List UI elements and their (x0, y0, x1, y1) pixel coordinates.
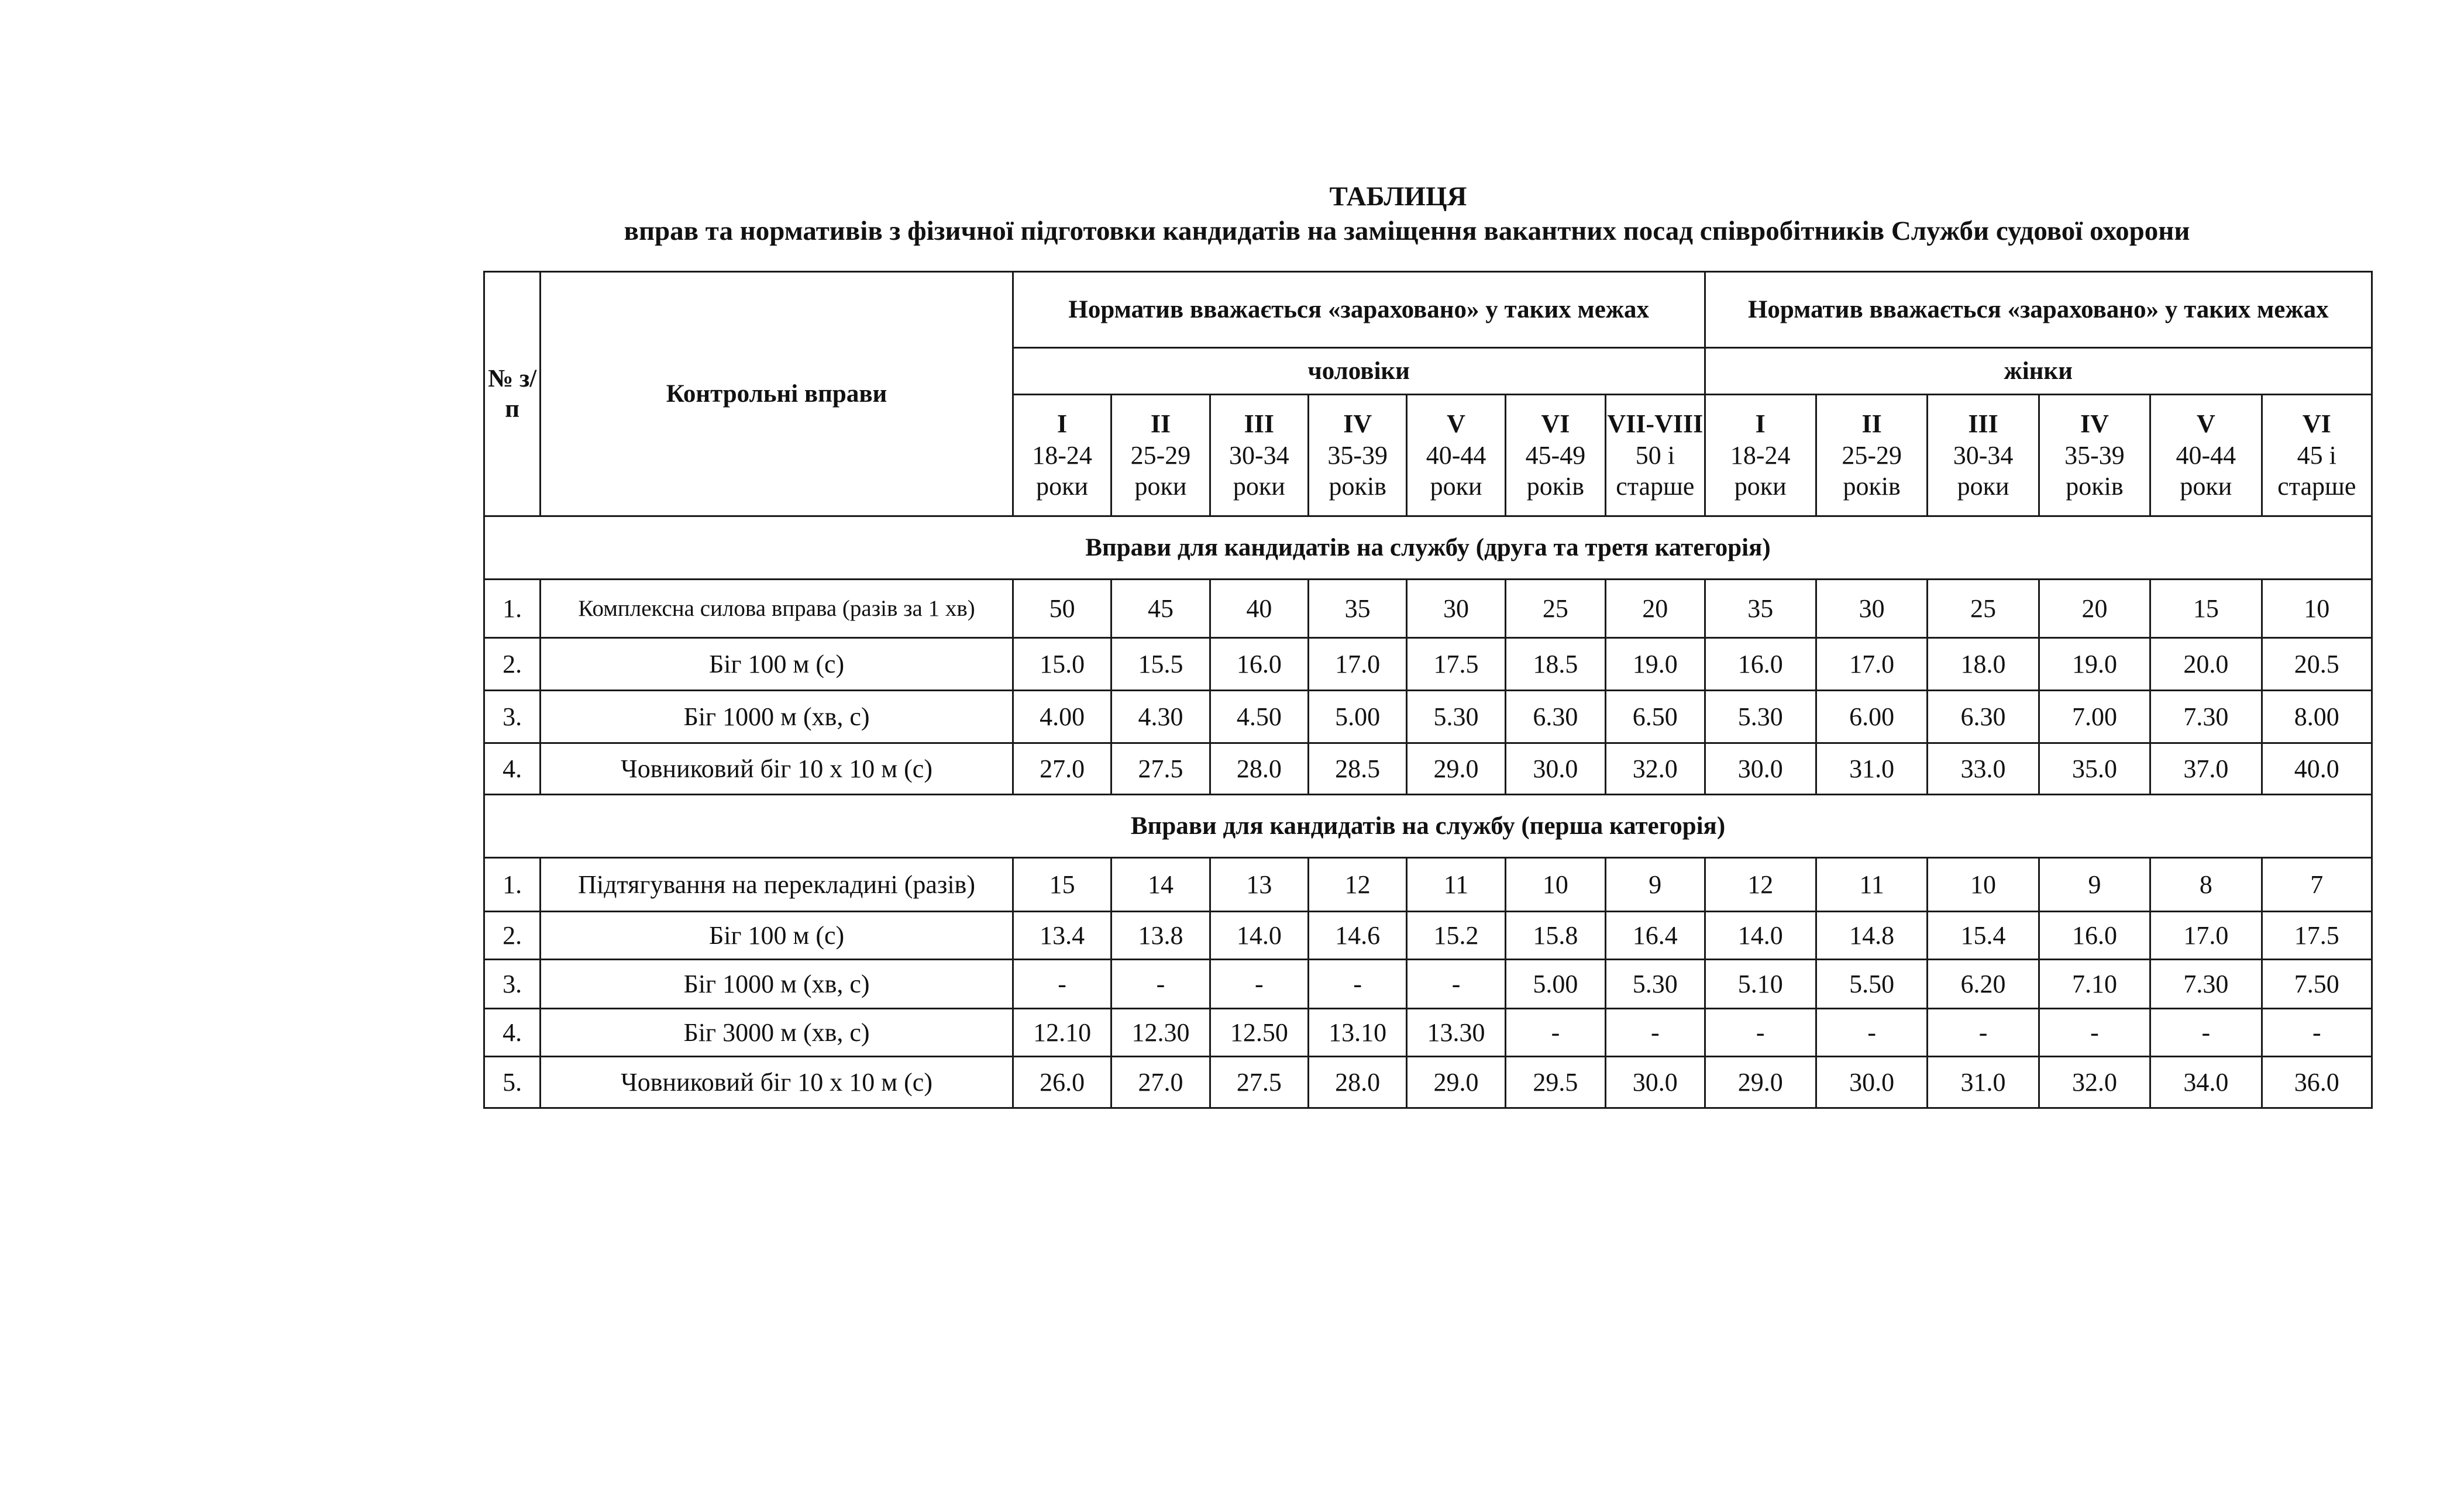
standard-value: 20.5 (2262, 638, 2372, 691)
standard-value: 14.0 (1705, 912, 1816, 960)
standard-value: 6.50 (1606, 691, 1705, 743)
standard-value: - (1606, 1009, 1705, 1057)
group-header-men: Норматив вважається «зараховано» у таких межах (1013, 272, 1705, 348)
standard-value: 15.2 (1407, 912, 1505, 960)
standard-value: 8.00 (2262, 691, 2372, 743)
standard-value: 4.50 (1210, 691, 1308, 743)
standard-value: 45 (1111, 580, 1210, 638)
age-group-range: 30-34 (1228, 440, 1289, 470)
exercise-name: Підтягування на перекладині (разів) (541, 858, 1013, 912)
standard-value: 11 (1816, 858, 1927, 912)
age-group-range: 45-49 (1525, 440, 1586, 470)
age-group-group: V (2196, 409, 2215, 438)
age-group-unit: роки (1036, 472, 1089, 501)
standard-value: 5.30 (1705, 691, 1816, 743)
section-title: Вправи для кандидатів на службу (перша категорія) (484, 795, 2372, 858)
standard-value: 7 (2262, 858, 2372, 912)
age-group-group: VII-VIII (1607, 409, 1704, 438)
age-group-group: V (1447, 409, 1465, 438)
standard-value: 28.5 (1309, 743, 1407, 795)
table-row (484, 960, 2372, 1009)
standard-value: - (2262, 1009, 2372, 1057)
age-group-header-women (2150, 395, 2262, 516)
row-number: 2. (484, 912, 541, 960)
exercise-name: Біг 1000 м (хв, с) (541, 691, 1013, 743)
column-header-exercise: Контрольні вправи (541, 272, 1013, 516)
standard-value: 28.0 (1210, 743, 1308, 795)
standard-value: 35.0 (2039, 743, 2150, 795)
table-row (484, 743, 2372, 795)
standard-value: 14.6 (1309, 912, 1407, 960)
standard-value: 28.0 (1309, 1057, 1407, 1108)
standard-value: 13.8 (1111, 912, 1210, 960)
standard-value: 4.30 (1111, 691, 1210, 743)
standard-value: 30.0 (1606, 1057, 1705, 1108)
standard-value: 10 (1505, 858, 1605, 912)
standard-value: 12.30 (1111, 1009, 1210, 1057)
standard-value: 14.8 (1816, 912, 1927, 960)
standard-value: 26.0 (1013, 1057, 1111, 1108)
age-group-range: 18-24 (1032, 440, 1092, 470)
row-number: 3. (484, 691, 541, 743)
age-group-range: 50 і (1635, 440, 1675, 470)
section-title: Вправи для кандидатів на службу (друга та третя категорія) (484, 516, 2372, 580)
standard-value: 20 (1606, 580, 1705, 638)
table-row (484, 912, 2372, 960)
standard-value: 14 (1111, 858, 1210, 912)
age-group-range: 25-29 (1842, 440, 1902, 470)
standard-value: 6.30 (1928, 691, 2039, 743)
sex-header-women: жінки (1705, 348, 2372, 395)
standard-value: 4.00 (1013, 691, 1111, 743)
age-group-header-men (1505, 395, 1605, 516)
age-group-header-women (2262, 395, 2372, 516)
standard-value: 30.0 (1816, 1057, 1927, 1108)
standard-value: 17.0 (2150, 912, 2262, 960)
standard-value: - (1013, 960, 1111, 1009)
age-group-range: 35-39 (2064, 440, 2125, 470)
age-group-unit: років (1843, 472, 1901, 501)
standard-value: - (2039, 1009, 2150, 1057)
document-subtitle: вправ та нормативів з фізичної підготовки кандидатів на заміщення вакантних посад співробітників Служби судової охорони (624, 216, 2190, 246)
standard-value: 32.0 (2039, 1057, 2150, 1108)
row-number: 2. (484, 638, 541, 691)
standard-value: 9 (2039, 858, 2150, 912)
age-group-unit: старше (2277, 472, 2356, 501)
exercise-name: Біг 100 м (с) (541, 638, 1013, 691)
standard-value: 33.0 (1928, 743, 2039, 795)
row-number: 3. (484, 960, 541, 1009)
table-row (484, 691, 2372, 743)
standard-value: 8 (2150, 858, 2262, 912)
standard-value: 27.0 (1111, 1057, 1210, 1108)
standard-value: 30 (1816, 580, 1927, 638)
exercise-name: Біг 3000 м (хв, с) (541, 1009, 1013, 1057)
age-group-range: 25-29 (1130, 440, 1191, 470)
age-group-unit: років (2066, 472, 2124, 501)
age-group-group: IV (2080, 409, 2109, 438)
standard-value: 7.10 (2039, 960, 2150, 1009)
table-row (484, 858, 2372, 912)
age-group-range: 18-24 (1730, 440, 1791, 470)
age-group-unit: старше (1616, 472, 1695, 501)
standard-value: - (2150, 1009, 2262, 1057)
standard-value: 17.5 (1407, 638, 1505, 691)
standard-value: 17.0 (1816, 638, 1927, 691)
age-group-unit: роки (1134, 472, 1187, 501)
standard-value: 29.5 (1505, 1057, 1605, 1108)
standard-value: 15.4 (1928, 912, 2039, 960)
standard-value: 13 (1210, 858, 1308, 912)
standard-value: 15.8 (1505, 912, 1605, 960)
standard-value: 6.00 (1816, 691, 1927, 743)
standard-value: 16.0 (1705, 638, 1816, 691)
standard-value: - (1816, 1009, 1927, 1057)
standard-value: 7.00 (2039, 691, 2150, 743)
standard-value: 29.0 (1705, 1057, 1816, 1108)
standard-value: 12.50 (1210, 1009, 1308, 1057)
standard-value: 15.5 (1111, 638, 1210, 691)
standards-table (483, 271, 2373, 1109)
standard-value: 40 (1210, 580, 1308, 638)
standard-value: 5.00 (1505, 960, 1605, 1009)
age-group-header-women (1816, 395, 1927, 516)
age-group-unit: роки (1430, 472, 1482, 501)
standard-value: 7.30 (2150, 691, 2262, 743)
standard-value: 20 (2039, 580, 2150, 638)
age-group-group: II (1861, 409, 1882, 438)
row-number: 5. (484, 1057, 541, 1108)
sex-header-men: чоловіки (1013, 348, 1705, 395)
standard-value: 27.0 (1013, 743, 1111, 795)
exercise-name: Біг 1000 м (хв, с) (541, 960, 1013, 1009)
age-group-range: 45 і (2297, 440, 2336, 470)
age-group-header-women (2039, 395, 2150, 516)
standard-value: 35 (1705, 580, 1816, 638)
standard-value: 6.20 (1928, 960, 2039, 1009)
standard-value: 31.0 (1816, 743, 1927, 795)
age-group-header-men (1013, 395, 1111, 516)
age-group-header-men (1309, 395, 1407, 516)
standard-value: 5.30 (1606, 960, 1705, 1009)
standard-value: 32.0 (1606, 743, 1705, 795)
standard-value: 13.10 (1309, 1009, 1407, 1057)
standard-value: 5.30 (1407, 691, 1505, 743)
standard-value: 5.50 (1816, 960, 1927, 1009)
row-number: 1. (484, 858, 541, 912)
standard-value: - (1928, 1009, 2039, 1057)
age-group-range: 40-44 (2176, 440, 2236, 470)
standard-value: 17.5 (2262, 912, 2372, 960)
standard-value: - (1705, 1009, 1816, 1057)
age-group-group: IV (1343, 409, 1372, 438)
age-group-unit: роки (1734, 472, 1787, 501)
age-group-unit: років (1329, 472, 1386, 501)
row-number: 4. (484, 1009, 541, 1057)
standard-value: - (1407, 960, 1505, 1009)
column-header-number: № з/п (484, 272, 541, 516)
table-row (484, 580, 2372, 638)
standard-value: 50 (1013, 580, 1111, 638)
standard-value: 11 (1407, 858, 1505, 912)
standard-value: 18.0 (1928, 638, 2039, 691)
age-group-group: VI (2302, 409, 2331, 438)
table-row (484, 1057, 2372, 1108)
age-group-group: II (1150, 409, 1171, 438)
standard-value: 20.0 (2150, 638, 2262, 691)
standard-value: 37.0 (2150, 743, 2262, 795)
standard-value: 14.0 (1210, 912, 1308, 960)
row-number: 1. (484, 580, 541, 638)
age-group-header-men (1111, 395, 1210, 516)
age-group-range: 40-44 (1426, 440, 1486, 470)
standard-value: 34.0 (2150, 1057, 2262, 1108)
group-header-women: Норматив вважається «зараховано» у таких межах (1705, 272, 2372, 348)
standard-value: 19.0 (2039, 638, 2150, 691)
row-number: 4. (484, 743, 541, 795)
age-group-group: I (1057, 409, 1068, 438)
standard-value: 7.30 (2150, 960, 2262, 1009)
standard-value: 30 (1407, 580, 1505, 638)
standard-value: - (1505, 1009, 1605, 1057)
standard-value: - (1309, 960, 1407, 1009)
exercise-name: Біг 100 м (с) (541, 912, 1013, 960)
standard-value: 40.0 (2262, 743, 2372, 795)
table-row (484, 638, 2372, 691)
standard-value: 27.5 (1111, 743, 1210, 795)
standard-value: 5.00 (1309, 691, 1407, 743)
standard-value: 15.0 (1013, 638, 1111, 691)
standard-value: 12 (1309, 858, 1407, 912)
standard-value: 10 (2262, 580, 2372, 638)
exercise-name: Човниковий біг 10 х 10 м (с) (541, 1057, 1013, 1108)
standard-value: 30.0 (1505, 743, 1605, 795)
age-group-range: 35-39 (1327, 440, 1388, 470)
standard-value: 27.5 (1210, 1057, 1308, 1108)
standard-value: 9 (1606, 858, 1705, 912)
age-group-unit: роки (1957, 472, 2009, 501)
standard-value: 16.0 (1210, 638, 1308, 691)
age-group-unit: роки (1233, 472, 1285, 501)
standard-value: 6.30 (1505, 691, 1605, 743)
standard-value: 10 (1928, 858, 2039, 912)
age-group-unit: роки (2180, 472, 2232, 501)
standard-value: 36.0 (2262, 1057, 2372, 1108)
standard-value: 16.4 (1606, 912, 1705, 960)
standard-value: 25 (1505, 580, 1605, 638)
age-group-header-women (1928, 395, 2039, 516)
standard-value: 25 (1928, 580, 2039, 638)
age-group-group: III (1244, 409, 1274, 438)
age-group-group: III (1968, 409, 1998, 438)
standard-value: 17.0 (1309, 638, 1407, 691)
standard-value: 30.0 (1705, 743, 1816, 795)
table-row (484, 1009, 2372, 1057)
age-group-header-women (1705, 395, 1816, 516)
standard-value: 15 (1013, 858, 1111, 912)
standard-value: 15 (2150, 580, 2262, 638)
standard-value: 29.0 (1407, 1057, 1505, 1108)
standard-value: - (1210, 960, 1308, 1009)
standard-value: - (1111, 960, 1210, 1009)
age-group-header-men (1407, 395, 1505, 516)
standard-value: 35 (1309, 580, 1407, 638)
age-group-range: 30-34 (1953, 440, 2014, 470)
age-group-header-men (1606, 395, 1705, 516)
standard-value: 19.0 (1606, 638, 1705, 691)
standard-value: 13.4 (1013, 912, 1111, 960)
standard-value: 5.10 (1705, 960, 1816, 1009)
standard-value: 12.10 (1013, 1009, 1111, 1057)
age-group-header-men (1210, 395, 1308, 516)
age-group-unit: років (1526, 472, 1585, 501)
age-group-group: VI (1541, 409, 1570, 438)
exercise-name: Човниковий біг 10 х 10 м (с) (541, 743, 1013, 795)
standard-value: 18.5 (1505, 638, 1605, 691)
standard-value: 12 (1705, 858, 1816, 912)
standard-value: 31.0 (1928, 1057, 2039, 1108)
standard-value: 16.0 (2039, 912, 2150, 960)
age-group-group: I (1755, 409, 1766, 438)
standard-value: 7.50 (2262, 960, 2372, 1009)
exercise-name: Комплексна силова вправа (разів за 1 хв) (541, 580, 1013, 638)
standard-value: 29.0 (1407, 743, 1505, 795)
standard-value: 13.30 (1407, 1009, 1505, 1057)
document-title: ТАБЛИЦЯ (1329, 181, 1467, 212)
